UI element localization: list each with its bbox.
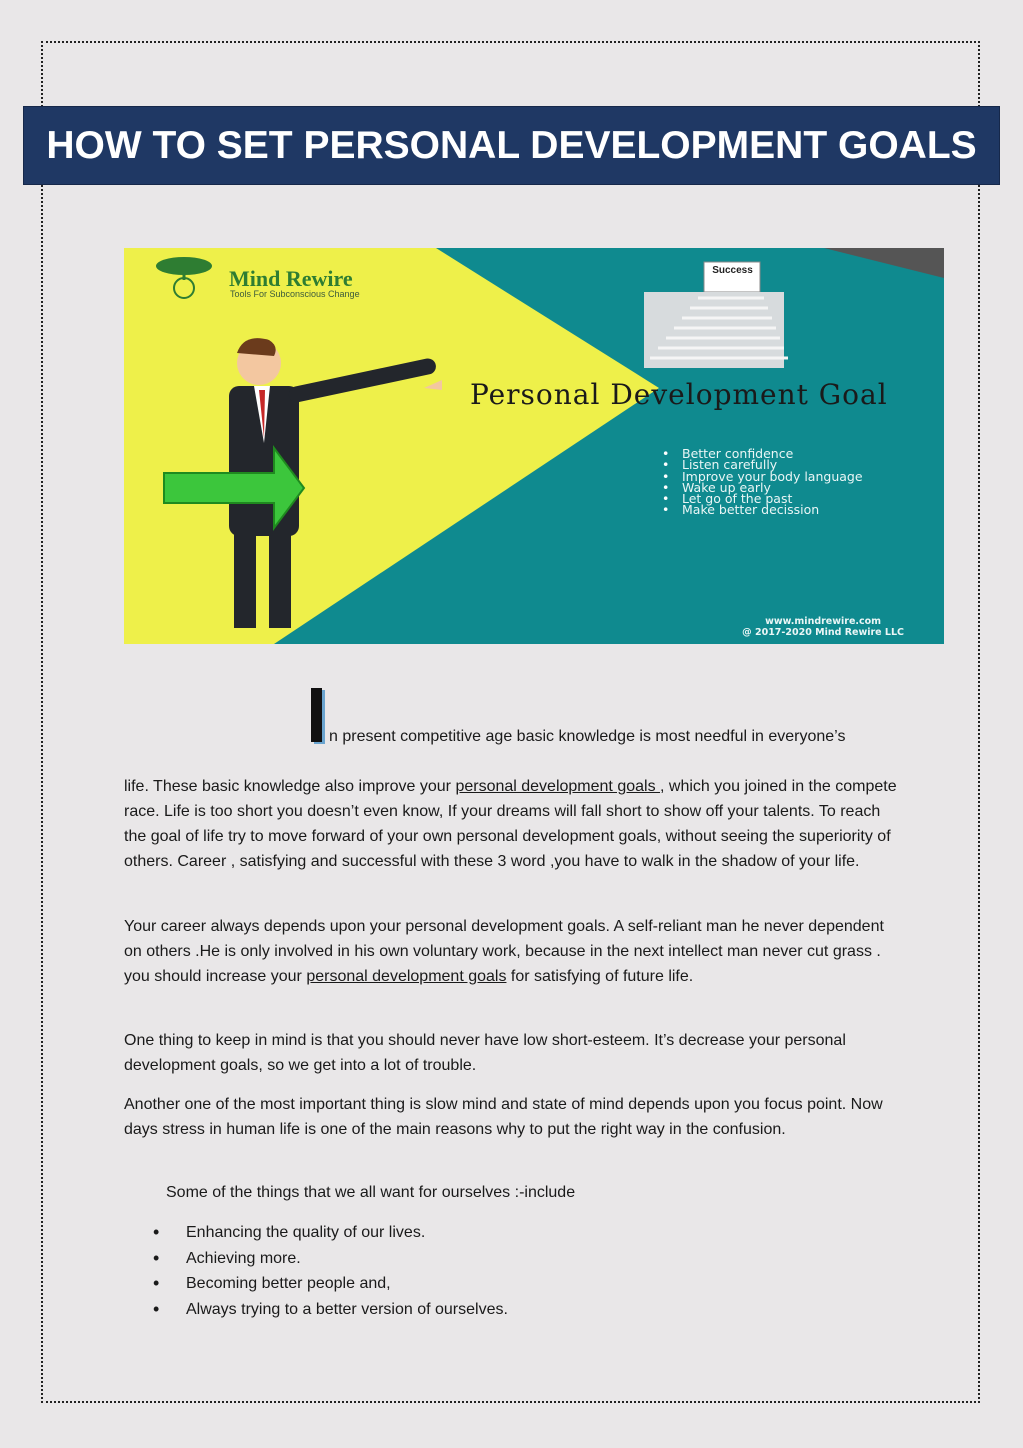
banner-brand: Mind Rewire (229, 266, 353, 291)
banner-goal-list (662, 448, 863, 516)
paragraph-first-line: n present competitive age basic knowledge is most needful in everyone’s (329, 728, 846, 745)
banner-goal-item: • Better confidence (662, 448, 863, 459)
banner-copyright: @ 2017-2020 Mind Rewire LLC (742, 627, 904, 638)
banner-goal-item: • Make better decission (662, 504, 863, 515)
paragraph-2-text-b: for satisfying of future life. (506, 968, 694, 985)
paragraph-1-text-b: , which you joined in the compete race. Life is too short you doesn’t even know, If your dreams will fall short to show off your talents. To reach the goal of life try to move forward of your own personal development goals, without seeing the superiority of others. Career , satisfying and successful with these 3 word ,you have to walk in the shadow of your life. (124, 778, 897, 870)
list-item: • Achieving more. (153, 1246, 508, 1272)
banner-artwork (124, 248, 944, 644)
paragraph-4: Another one of the most important thing is slow mind and state of mind depends upon you focus point. Now days stress in human life is one of the main reasons why to put the right way in the confusion. (124, 1096, 883, 1138)
header-image (124, 248, 944, 644)
paragraph-5: Some of the things that we all want for ourselves :-include (166, 1184, 576, 1201)
banner-goal-item: • Listen carefully (662, 459, 863, 470)
paragraph-3: One thing to keep in mind is that you should never have low short-esteem. It’s decrease your personal development goals, so we get into a lot of trouble. (124, 1032, 846, 1074)
list-item: • Enhancing the quality of our lives. (153, 1220, 508, 1246)
paragraph-2 (124, 914, 904, 989)
title-banner (23, 106, 1000, 185)
list-item: • Always trying to a better version of ourselves. (153, 1297, 508, 1323)
success-sign: Success (712, 265, 753, 276)
paragraph-1-text-a: life. These basic knowledge also improve your (124, 778, 456, 795)
paragraph-2-text-a: Your career always depends upon your personal development goals. A self-reliant man he never dependent on others .He is only involved in his own voluntary work, because in the next intellect man never cut grass . you should increase your (124, 918, 884, 985)
banner-goal-item: • Let go of the past (662, 493, 863, 504)
page-title: HOW TO SET PERSONAL DEVELOPMENT GOALS (46, 123, 977, 167)
personal-development-goals-link-2[interactable]: personal development goals (306, 968, 507, 985)
banner-heading: Personal Development Goal (470, 378, 888, 411)
banner-url: www.mindrewire.com (765, 616, 882, 627)
banner-footer (742, 616, 904, 638)
banner-goal-item: • Improve your body language (662, 471, 863, 482)
list-item: • Becoming better people and, (153, 1271, 508, 1297)
wants-list (153, 1220, 508, 1323)
personal-development-goals-link[interactable]: personal development goals (455, 778, 661, 795)
drop-cap-letter (311, 688, 322, 742)
paragraph-1 (124, 774, 904, 874)
banner-tagline: Tools For Subconscious Change (230, 289, 360, 299)
banner-goal-item: • Wake up early (662, 482, 863, 493)
